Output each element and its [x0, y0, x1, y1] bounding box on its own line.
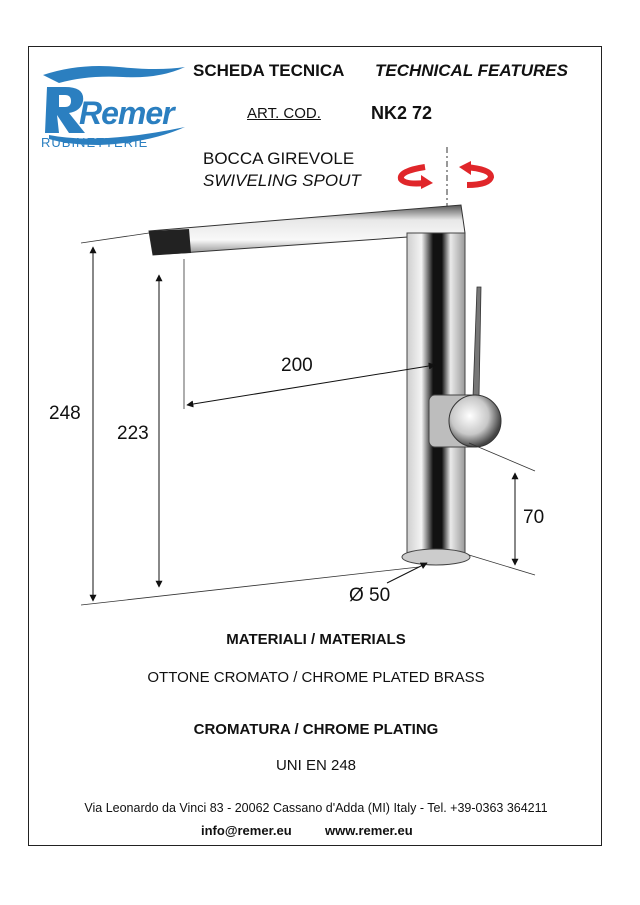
dim-total-height: 248 [49, 403, 81, 424]
brand-subtitle: RUBINETTERIE [41, 135, 149, 150]
footer-address: Via Leonardo da Vinci 83 - 20062 Cassano d'Adda (MI) Italy - Tel. +39-0363 364211 [84, 801, 548, 815]
faucet-drawing [29, 47, 603, 627]
materials-heading: MATERIALI / MATERIALS [226, 631, 406, 648]
plating-value: UNI EN 248 [275, 757, 357, 774]
lever-knob [449, 395, 501, 447]
footer-website[interactable]: www.remer.eu [325, 823, 413, 838]
rotate-left-icon [401, 167, 433, 189]
materials-value: OTTONE CROMATO / CHROME PLATED BRASS [147, 669, 485, 686]
brand-name: Remer [79, 95, 174, 131]
lever-handle [473, 287, 481, 397]
spout-label-italian: BOCCA GIREVOLE [203, 149, 355, 168]
footer-email[interactable]: info@remer.eu [201, 823, 292, 838]
rotate-right-icon [459, 161, 491, 185]
spout-label-english: SWIVELING SPOUT [203, 171, 361, 190]
dim-spout-reach: 200 [281, 355, 313, 376]
dim-line-diameter [387, 563, 427, 583]
plating-heading: CROMATURA / CHROME PLATING [193, 721, 439, 738]
spout-tip [149, 229, 191, 255]
title-english: TECHNICAL FEATURES [375, 61, 568, 80]
technical-sheet [28, 46, 602, 846]
dim-spout-height: 223 [117, 423, 149, 444]
dim-base-diameter: Ø 50 [349, 585, 391, 606]
art-code-value: NK2 72 [371, 103, 433, 123]
title-italian: SCHEDA TECNICA [193, 61, 345, 80]
faucet-base [402, 549, 470, 565]
art-code-label: ART. COD. [247, 105, 321, 122]
dim-lever-height: 70 [523, 507, 545, 528]
